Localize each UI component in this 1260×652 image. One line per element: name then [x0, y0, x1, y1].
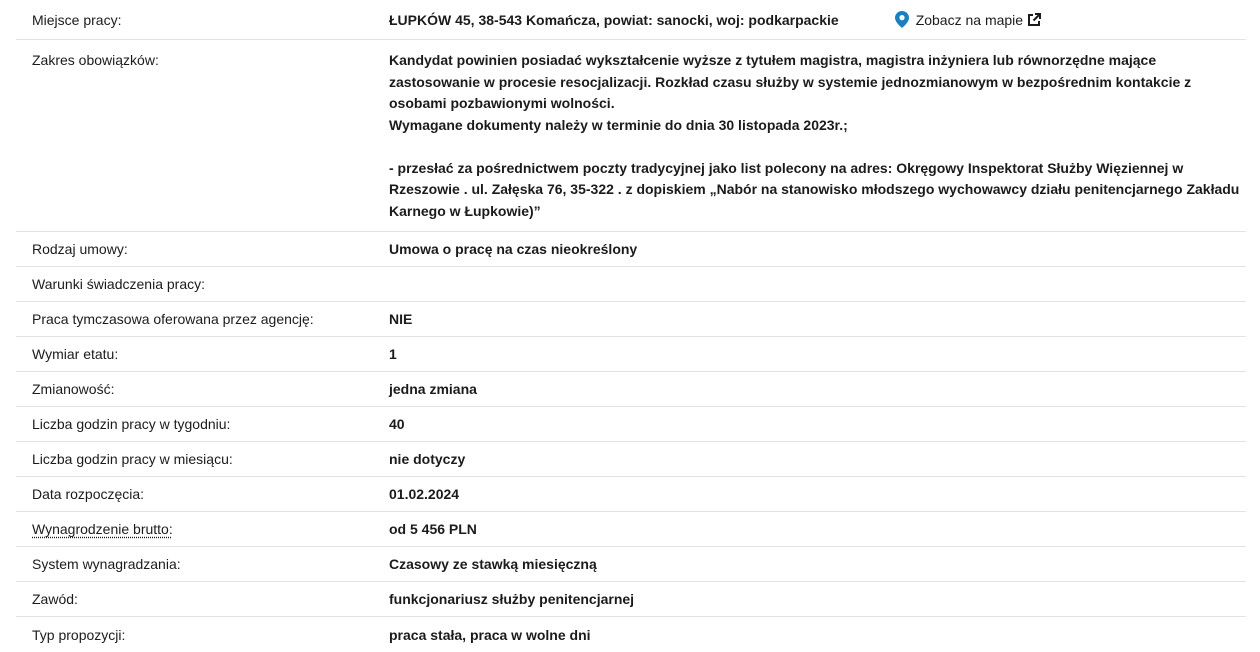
- row-gross-salary: [16, 512, 1246, 547]
- contract-type-label: Rodzaj umowy:: [32, 241, 128, 257]
- row-temporary-work: [16, 302, 1246, 337]
- gross-salary-label[interactable]: Wynagrodzenie brutto:: [32, 521, 173, 537]
- view-on-map-link[interactable]: [895, 11, 1041, 28]
- row-offer-type: [16, 617, 1246, 652]
- row-pay-system: [16, 547, 1246, 582]
- responsibilities-paragraph: - przesłać za pośrednictwem poczty tradycyjnej jako list polecony na adres: Okręgowy Inspektorat Służby Więziennej w Rzeszowie . ul. Załęska 76, 35-322 . z dopiskiem „Nabór na stanowisko młodszego wychowawcy działu penitencjarnego Zakładu Karnego w Łupkowie)”: [389, 159, 1240, 219]
- job-size-value: 1: [389, 346, 397, 362]
- start-date-value: 01.02.2024: [389, 486, 460, 502]
- job-offer-details-table: [16, 0, 1246, 652]
- weekly-hours-value: 40: [389, 416, 405, 432]
- gross-salary-label-container: [16, 521, 389, 537]
- shifts-label: Zmianowość:: [32, 381, 115, 397]
- paragraph-spacer: [389, 136, 1246, 158]
- row-job-size: [16, 337, 1246, 372]
- view-on-map-label: Zobacz na mapie: [915, 11, 1024, 28]
- row-responsibilities: [16, 40, 1246, 232]
- shifts-value: jedna zmiana: [389, 381, 477, 397]
- map-pin-icon: [895, 11, 909, 28]
- offer-type-label: Typ propozycji:: [32, 626, 126, 643]
- pay-system-value: Czasowy ze stawką miesięczną: [389, 556, 597, 572]
- contract-type-value: Umowa o pracę na czas nieokreślony: [389, 241, 638, 257]
- workplace-address: ŁUPKÓW 45, 38-543 Komańcza, powiat: sanocki, woj: podkarpackie: [389, 11, 839, 28]
- responsibilities-label: Zakres obowiązków:: [32, 52, 159, 68]
- temporary-work-label: Praca tymczasowa oferowana przez agencję:: [32, 311, 314, 327]
- row-weekly-hours: [16, 407, 1246, 442]
- weekly-hours-label: Liczba godzin pracy w tygodniu:: [32, 416, 231, 432]
- gross-salary-value: od 5 456 PLN: [389, 521, 477, 537]
- row-occupation: [16, 582, 1246, 617]
- work-conditions-label: Warunki świadczenia pracy:: [32, 276, 205, 292]
- workplace-value-container: [389, 11, 1246, 28]
- monthly-hours-value: nie dotyczy: [389, 451, 466, 467]
- workplace-label: Miejsce pracy:: [32, 11, 122, 28]
- job-size-label: Wymiar etatu:: [32, 346, 119, 362]
- responsibilities-paragraph: Kandydat powinien posiadać wykształcenie wyższe z tytułem magistra, magistra inżyniera lub równorzędne mające zastosowanie w procesie resocjalizacji. Rozkład czasu służby w systemie jednozmianowym w bezpośrednim kontakcie z osobami pozbawionymi wolności.: [389, 52, 1192, 111]
- external-link-icon: [1027, 13, 1041, 27]
- occupation-label: Zawód:: [32, 591, 78, 607]
- row-monthly-hours: [16, 442, 1246, 477]
- row-shifts: [16, 372, 1246, 407]
- monthly-hours-label: Liczba godzin pracy w miesiącu:: [32, 451, 233, 467]
- offer-type-value: praca stała, praca w wolne dni: [389, 626, 591, 643]
- temporary-work-value: NIE: [389, 311, 413, 327]
- row-work-conditions: [16, 267, 1246, 302]
- row-workplace: [16, 0, 1246, 40]
- responsibilities-paragraph: Wymagane dokumenty należy w terminie do dnia 30 listopada 2023r.;: [389, 116, 848, 133]
- pay-system-label: System wynagradzania:: [32, 556, 181, 572]
- start-date-label: Data rozpoczęcia:: [32, 486, 145, 502]
- row-contract-type: [16, 232, 1246, 267]
- responsibilities-value: [389, 50, 1246, 222]
- row-start-date: [16, 477, 1246, 512]
- occupation-value: funkcjonariusz służby penitencjarnej: [389, 591, 635, 607]
